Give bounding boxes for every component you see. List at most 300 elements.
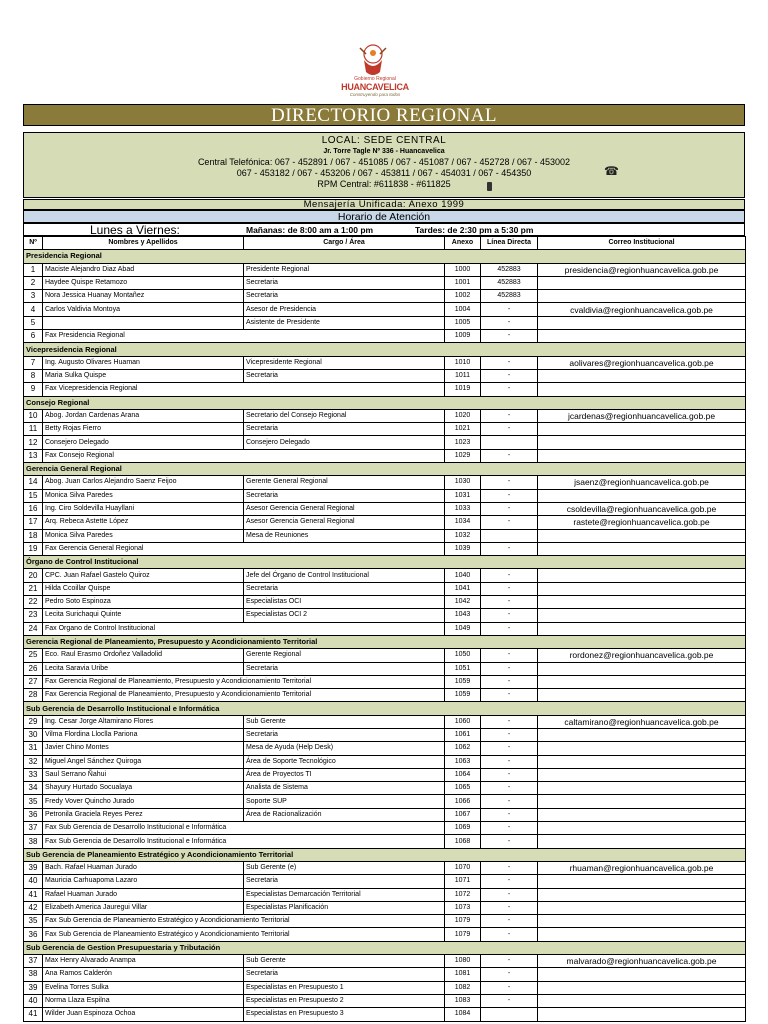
table-row [24, 689, 746, 702]
row-anexo: 1079 [445, 915, 481, 928]
row-number: 36 [24, 928, 43, 941]
row-anexo: 1001 [445, 276, 481, 289]
row-number: 32 [24, 755, 43, 768]
row-linea: 452883 [481, 290, 538, 303]
row-linea: - [481, 330, 538, 343]
table-row [24, 609, 746, 622]
row-mail [538, 1008, 746, 1021]
row-name: Monica Silva Paredes [43, 529, 244, 542]
table-row [24, 489, 746, 502]
telephone-icon: ☎ [604, 164, 619, 178]
row-linea: - [481, 795, 538, 808]
row-anexo: 1065 [445, 782, 481, 795]
table-row [24, 728, 746, 741]
row-number: 40 [24, 994, 43, 1007]
col-anexo: Anexo [445, 237, 481, 250]
table-row [24, 662, 746, 675]
header-info [23, 132, 745, 198]
row-mail [538, 742, 746, 755]
row-mail [538, 822, 746, 835]
row-mail [538, 755, 746, 768]
row-linea: - [481, 316, 538, 329]
col-number: Nº [24, 237, 43, 250]
row-cargo: Especialistas en Presupuesto 1 [244, 981, 445, 994]
section-row [24, 250, 746, 263]
row-number: 1 [24, 263, 43, 276]
row-cargo: Especialistas Demarcación Territorial [244, 888, 445, 901]
row-cargo: Área de Racionalización [244, 808, 445, 821]
row-linea: - [481, 742, 538, 755]
row-anexo: 1081 [445, 968, 481, 981]
row-number: 8 [24, 369, 43, 382]
row-linea: - [481, 409, 538, 422]
row-mail [538, 316, 746, 329]
fax-label: Fax Sub Gerencia de Planeamiento Estratégico y Acondicionamiento Territorial [43, 928, 445, 941]
row-mail [538, 675, 746, 688]
row-mail: csoldevilla@regionhuancavelica.gob.pe [538, 502, 746, 515]
row-name: Haydee Quispe Retamozo [43, 276, 244, 289]
row-number: 41 [24, 888, 43, 901]
row-anexo: 1067 [445, 808, 481, 821]
row-linea [481, 436, 538, 449]
fax-label: Fax Gerencia General Regional [43, 542, 445, 555]
row-mail [538, 383, 746, 396]
row-mail [538, 582, 746, 595]
row-cargo: Especialistas Planificación [244, 901, 445, 914]
row-anexo: 1050 [445, 649, 481, 662]
row-number: 31 [24, 742, 43, 755]
row-mail [538, 968, 746, 981]
section-title: Vicepresidencia Regional [24, 343, 746, 356]
row-number: 13 [24, 449, 43, 462]
table-row [24, 502, 746, 515]
row-cargo: Asesor Gerencia General Regional [244, 516, 445, 529]
table-row [24, 715, 746, 728]
row-name: Abog. Jordan Cardenas Arana [43, 409, 244, 422]
row-linea: - [481, 955, 538, 968]
row-number: 17 [24, 516, 43, 529]
table-row [24, 768, 746, 781]
row-cargo: Secretaria [244, 662, 445, 675]
row-anexo: 1049 [445, 622, 481, 635]
row-anexo: 1062 [445, 742, 481, 755]
row-mail [538, 768, 746, 781]
row-mail [538, 728, 746, 741]
row-linea: - [481, 649, 538, 662]
table-row [24, 622, 746, 635]
row-number: 30 [24, 728, 43, 741]
table-row [24, 316, 746, 329]
row-cargo: Sub Gerente [244, 715, 445, 728]
section-row [24, 941, 746, 954]
row-number: 36 [24, 808, 43, 821]
row-mail [538, 689, 746, 702]
row-mail [538, 609, 746, 622]
row-linea: - [481, 875, 538, 888]
row-number: 35 [24, 915, 43, 928]
row-name: Bach. Rafael Huaman Jurado [43, 861, 244, 874]
table-row [24, 994, 746, 1007]
table-row [24, 808, 746, 821]
row-number: 15 [24, 489, 43, 502]
address: Jr. Torre Tagle Nº 336 - Huancavelica [323, 148, 445, 155]
row-mail: jcardenas@regionhuancavelica.gob.pe [538, 409, 746, 422]
col-cargo: Cargo / Área [244, 237, 445, 250]
row-mail [538, 928, 746, 941]
row-cargo: Consejero Delegado [244, 436, 445, 449]
row-linea: - [481, 303, 538, 316]
row-linea [481, 1008, 538, 1021]
row-name: Evelina Torres Sulka [43, 981, 244, 994]
row-cargo: Vicepresidente Regional [244, 356, 445, 369]
fax-label: Fax Sub Gerencia de Desarrollo Institucional e Informática [43, 822, 445, 835]
row-anexo: 1000 [445, 263, 481, 276]
row-linea: - [481, 569, 538, 582]
row-name: Eco. Raul Erasmo Ordoñez Valladolid [43, 649, 244, 662]
row-mail [538, 369, 746, 382]
row-anexo: 1042 [445, 596, 481, 609]
row-number: 34 [24, 782, 43, 795]
row-mail [538, 276, 746, 289]
row-cargo: Secretaria [244, 489, 445, 502]
row-name: Petronila Graciela Reyes Perez [43, 808, 244, 821]
row-name: Maria Sulka Quispe [43, 369, 244, 382]
row-name: Rafael Huaman Jurado [43, 888, 244, 901]
table-row [24, 915, 746, 928]
table-row [24, 1008, 746, 1021]
row-number: 5 [24, 316, 43, 329]
table-row [24, 449, 746, 462]
row-number: 24 [24, 622, 43, 635]
row-mail [538, 835, 746, 848]
row-number: 10 [24, 409, 43, 422]
schedule-days: Lunes a Viernes: [90, 223, 180, 237]
row-mail [538, 489, 746, 502]
row-linea: - [481, 928, 538, 941]
row-mail [538, 596, 746, 609]
row-linea: - [481, 542, 538, 555]
rpm-line: RPM Central: #611838 - #611825 [317, 179, 451, 189]
row-name: Maciste Alejandro Diaz Abad [43, 263, 244, 276]
row-number: 4 [24, 303, 43, 316]
row-number: 33 [24, 768, 43, 781]
row-name: Wilder Juan Espinoza Ochoa [43, 1008, 244, 1021]
row-name: Betty Rojas Fierro [43, 423, 244, 436]
row-number: 40 [24, 875, 43, 888]
row-number: 14 [24, 476, 43, 489]
row-linea: - [481, 369, 538, 382]
row-cargo: Área de Soporte Tecnológico [244, 755, 445, 768]
row-mail: presidencia@regionhuancavelica.gob.pe [538, 263, 746, 276]
row-name: Ing. Augusto Olivares Huaman [43, 356, 244, 369]
row-cargo: Gerente General Regional [244, 476, 445, 489]
row-number: 3 [24, 290, 43, 303]
row-mail [538, 436, 746, 449]
row-mail [538, 569, 746, 582]
row-cargo: Presidente Regional [244, 263, 445, 276]
row-anexo: 1020 [445, 409, 481, 422]
table-row [24, 516, 746, 529]
row-number: 42 [24, 901, 43, 914]
section-title: Órgano de Control Institucional [24, 556, 746, 569]
table-row [24, 436, 746, 449]
table-row [24, 742, 746, 755]
row-number: 37 [24, 955, 43, 968]
row-mail: aolivares@regionhuancavelica.gob.pe [538, 356, 746, 369]
row-name: Saul Serrano Ñahui [43, 768, 244, 781]
row-name: Norma Llaza Espilna [43, 994, 244, 1007]
section-title: Presidencia Regional [24, 250, 746, 263]
row-mail [538, 915, 746, 928]
row-linea: - [481, 622, 538, 635]
row-mail: jsaenz@regionhuancavelica.gob.pe [538, 476, 746, 489]
row-cargo: Asesor de Presidencia [244, 303, 445, 316]
col-linea: Línea Directa [481, 237, 538, 250]
row-mail [538, 808, 746, 821]
row-linea: - [481, 994, 538, 1007]
row-mail [538, 290, 746, 303]
fax-label: Fax Gerencia Regional de Planeamiento, Presupuesto y Acondicionamiento Territorial [43, 689, 445, 702]
row-name: Ing. Cesar Jorge Altamirano Flores [43, 715, 244, 728]
row-name: Ing. Ciro Soldevilla Huayllani [43, 502, 244, 515]
row-linea: - [481, 728, 538, 741]
table-row [24, 875, 746, 888]
row-linea: - [481, 968, 538, 981]
row-linea: - [481, 662, 538, 675]
row-cargo: Mesa de Ayuda (Help Desk) [244, 742, 445, 755]
row-cargo: Secretaria [244, 423, 445, 436]
row-cargo: Secretaria [244, 968, 445, 981]
row-cargo: Especialistas OCI [244, 596, 445, 609]
row-number: 37 [24, 822, 43, 835]
row-number: 41 [24, 1008, 43, 1021]
table-row [24, 383, 746, 396]
row-cargo: Asesor Gerencia General Regional [244, 502, 445, 515]
row-anexo: 1021 [445, 423, 481, 436]
row-cargo: Gerente Regional [244, 649, 445, 662]
row-anexo: 1033 [445, 502, 481, 515]
row-anexo: 1083 [445, 994, 481, 1007]
fax-label: Fax Consejo Regional [43, 449, 445, 462]
row-linea: - [481, 782, 538, 795]
row-name: Max Henry Alvarado Anampa [43, 955, 244, 968]
row-name: Mauricia Carhuapoma Lazaro [43, 875, 244, 888]
row-name: Ana Ramos Calderón [43, 968, 244, 981]
row-number: 19 [24, 542, 43, 555]
table-row [24, 649, 746, 662]
row-name: Elizabeth America Jauregui Villar [43, 901, 244, 914]
table-row [24, 955, 746, 968]
row-number: 23 [24, 609, 43, 622]
table-row [24, 795, 746, 808]
section-row [24, 343, 746, 356]
row-number: 27 [24, 675, 43, 688]
row-anexo: 1060 [445, 715, 481, 728]
row-cargo: Secretaria [244, 369, 445, 382]
row-mail: rastete@regionhuancavelica.gob.pe [538, 516, 746, 529]
brand-text [340, 76, 410, 98]
row-cargo: Mesa de Reuniones [244, 529, 445, 542]
row-number: 28 [24, 689, 43, 702]
row-linea [481, 529, 538, 542]
row-linea: - [481, 476, 538, 489]
table-row [24, 529, 746, 542]
row-linea: 452883 [481, 276, 538, 289]
row-anexo: 1071 [445, 875, 481, 888]
row-cargo: Soporte SUP [244, 795, 445, 808]
section-row [24, 635, 746, 648]
row-mail [538, 782, 746, 795]
row-mail [538, 330, 746, 343]
row-anexo: 1030 [445, 476, 481, 489]
row-anexo: 1010 [445, 356, 481, 369]
row-linea: - [481, 822, 538, 835]
table-row [24, 928, 746, 941]
row-number: 21 [24, 582, 43, 595]
row-anexo: 1063 [445, 755, 481, 768]
section-title: Sub Gerencia de Gestion Presupuestaria y Tributación [24, 941, 746, 954]
brand-name: HUANCAVELICA [341, 82, 409, 92]
row-number: 11 [24, 423, 43, 436]
row-linea: - [481, 489, 538, 502]
row-number: 38 [24, 835, 43, 848]
row-anexo: 1034 [445, 516, 481, 529]
row-cargo: Secretaria [244, 582, 445, 595]
section-title: Gerencia General Regional [24, 463, 746, 476]
table-row [24, 675, 746, 688]
table-row [24, 423, 746, 436]
row-mail [538, 981, 746, 994]
row-mail [538, 449, 746, 462]
row-anexo: 1068 [445, 835, 481, 848]
section-title: Sub Gerencia de Planeamiento Estratégico y Acondicionamiento Territorial [24, 848, 746, 861]
directory-table [23, 236, 746, 1022]
row-linea: - [481, 423, 538, 436]
section-row [24, 463, 746, 476]
row-linea: - [481, 383, 538, 396]
row-mail [538, 795, 746, 808]
table-row [24, 582, 746, 595]
row-number: 7 [24, 356, 43, 369]
row-linea: - [481, 502, 538, 515]
row-mail: cvaldivia@regionhuancavelica.gob.pe [538, 303, 746, 316]
table-row [24, 290, 746, 303]
row-linea: - [481, 689, 538, 702]
row-anexo: 1072 [445, 888, 481, 901]
mensajeria: Mensajería Unificada: Anexo 1999 [23, 199, 745, 210]
table-row [24, 409, 746, 422]
row-linea: - [481, 356, 538, 369]
row-linea: - [481, 888, 538, 901]
horario-title: Horario de Atención [23, 210, 745, 223]
table-row [24, 276, 746, 289]
row-name: Shayury Hurtado Socualaya [43, 782, 244, 795]
row-anexo: 1041 [445, 582, 481, 595]
row-name: Vilma Flordina Lloclla Pariona [43, 728, 244, 741]
fax-label: Fax Presidencia Regional [43, 330, 445, 343]
row-cargo: Secretaria [244, 875, 445, 888]
row-mail [538, 662, 746, 675]
section-row [24, 556, 746, 569]
table-row [24, 263, 746, 276]
row-anexo: 1002 [445, 290, 481, 303]
row-anexo: 1009 [445, 330, 481, 343]
row-cargo: Especialistas en Presupuesto 2 [244, 994, 445, 1007]
row-number: 26 [24, 662, 43, 675]
row-linea: - [481, 449, 538, 462]
section-title: Sub Gerencia de Desarrollo Institucional e Informática [24, 702, 746, 715]
row-mail: malvarado@regionhuancavelica.gob.pe [538, 955, 746, 968]
fax-label: Fax Organo de Control Institucional [43, 622, 445, 635]
table-header-row [24, 237, 746, 250]
schedule-row [23, 223, 745, 236]
row-linea: - [481, 609, 538, 622]
row-name: Lecita Surichaqui Quinte [43, 609, 244, 622]
row-anexo: 1080 [445, 955, 481, 968]
row-name: Monica Silva Paredes [43, 489, 244, 502]
row-number: 22 [24, 596, 43, 609]
row-mail [538, 875, 746, 888]
row-cargo: Especialistas OCI 2 [244, 609, 445, 622]
row-name: Miguel Angel Sánchez Quiroga [43, 755, 244, 768]
row-linea: - [481, 715, 538, 728]
table-row [24, 569, 746, 582]
row-anexo: 1039 [445, 542, 481, 555]
table-row [24, 981, 746, 994]
section-title: Consejo Regional [24, 396, 746, 409]
row-linea: - [481, 516, 538, 529]
table-row [24, 542, 746, 555]
row-anexo: 1084 [445, 1008, 481, 1021]
row-number: 12 [24, 436, 43, 449]
fax-label: Fax Sub Gerencia de Planeamiento Estratégico y Acondicionamiento Territorial [43, 915, 445, 928]
table-row [24, 901, 746, 914]
row-number: 20 [24, 569, 43, 582]
row-mail [538, 994, 746, 1007]
row-linea: - [481, 835, 538, 848]
table-row [24, 861, 746, 874]
row-linea: - [481, 675, 538, 688]
row-number: 35 [24, 795, 43, 808]
row-anexo: 1023 [445, 436, 481, 449]
row-name: Hilda Ccoillar Quispe [43, 582, 244, 595]
row-name: Carlos Valdivia Montoya [43, 303, 244, 316]
row-linea: 452883 [481, 263, 538, 276]
section-row [24, 848, 746, 861]
brand-line1: Gobierno Regional [354, 76, 396, 82]
fax-label: Fax Gerencia Regional de Planeamiento, Presupuesto y Acondicionamiento Territorial [43, 675, 445, 688]
row-anexo: 1059 [445, 675, 481, 688]
row-linea: - [481, 915, 538, 928]
row-cargo: Asistente de Presidente [244, 316, 445, 329]
row-anexo: 1064 [445, 768, 481, 781]
table-row [24, 782, 746, 795]
row-name: Abog. Juan Carlos Alejandro Saenz Feijoo [43, 476, 244, 489]
schedule-morning: Mañanas: de 8:00 am a 1:00 pm [246, 225, 374, 235]
row-mail [538, 542, 746, 555]
row-name: Fredy Vover Quincho Jurado [43, 795, 244, 808]
row-cargo: Especialistas en Presupuesto 3 [244, 1008, 445, 1021]
table-row [24, 822, 746, 835]
brand-slogan: Construyendo para todos [349, 92, 401, 97]
row-anexo: 1070 [445, 861, 481, 874]
row-anexo: 1031 [445, 489, 481, 502]
row-number: 18 [24, 529, 43, 542]
row-number: 2 [24, 276, 43, 289]
row-linea: - [481, 596, 538, 609]
row-anexo: 1066 [445, 795, 481, 808]
schedule-afternoon: Tardes: de 2:30 pm a 5:30 pm [415, 225, 534, 235]
